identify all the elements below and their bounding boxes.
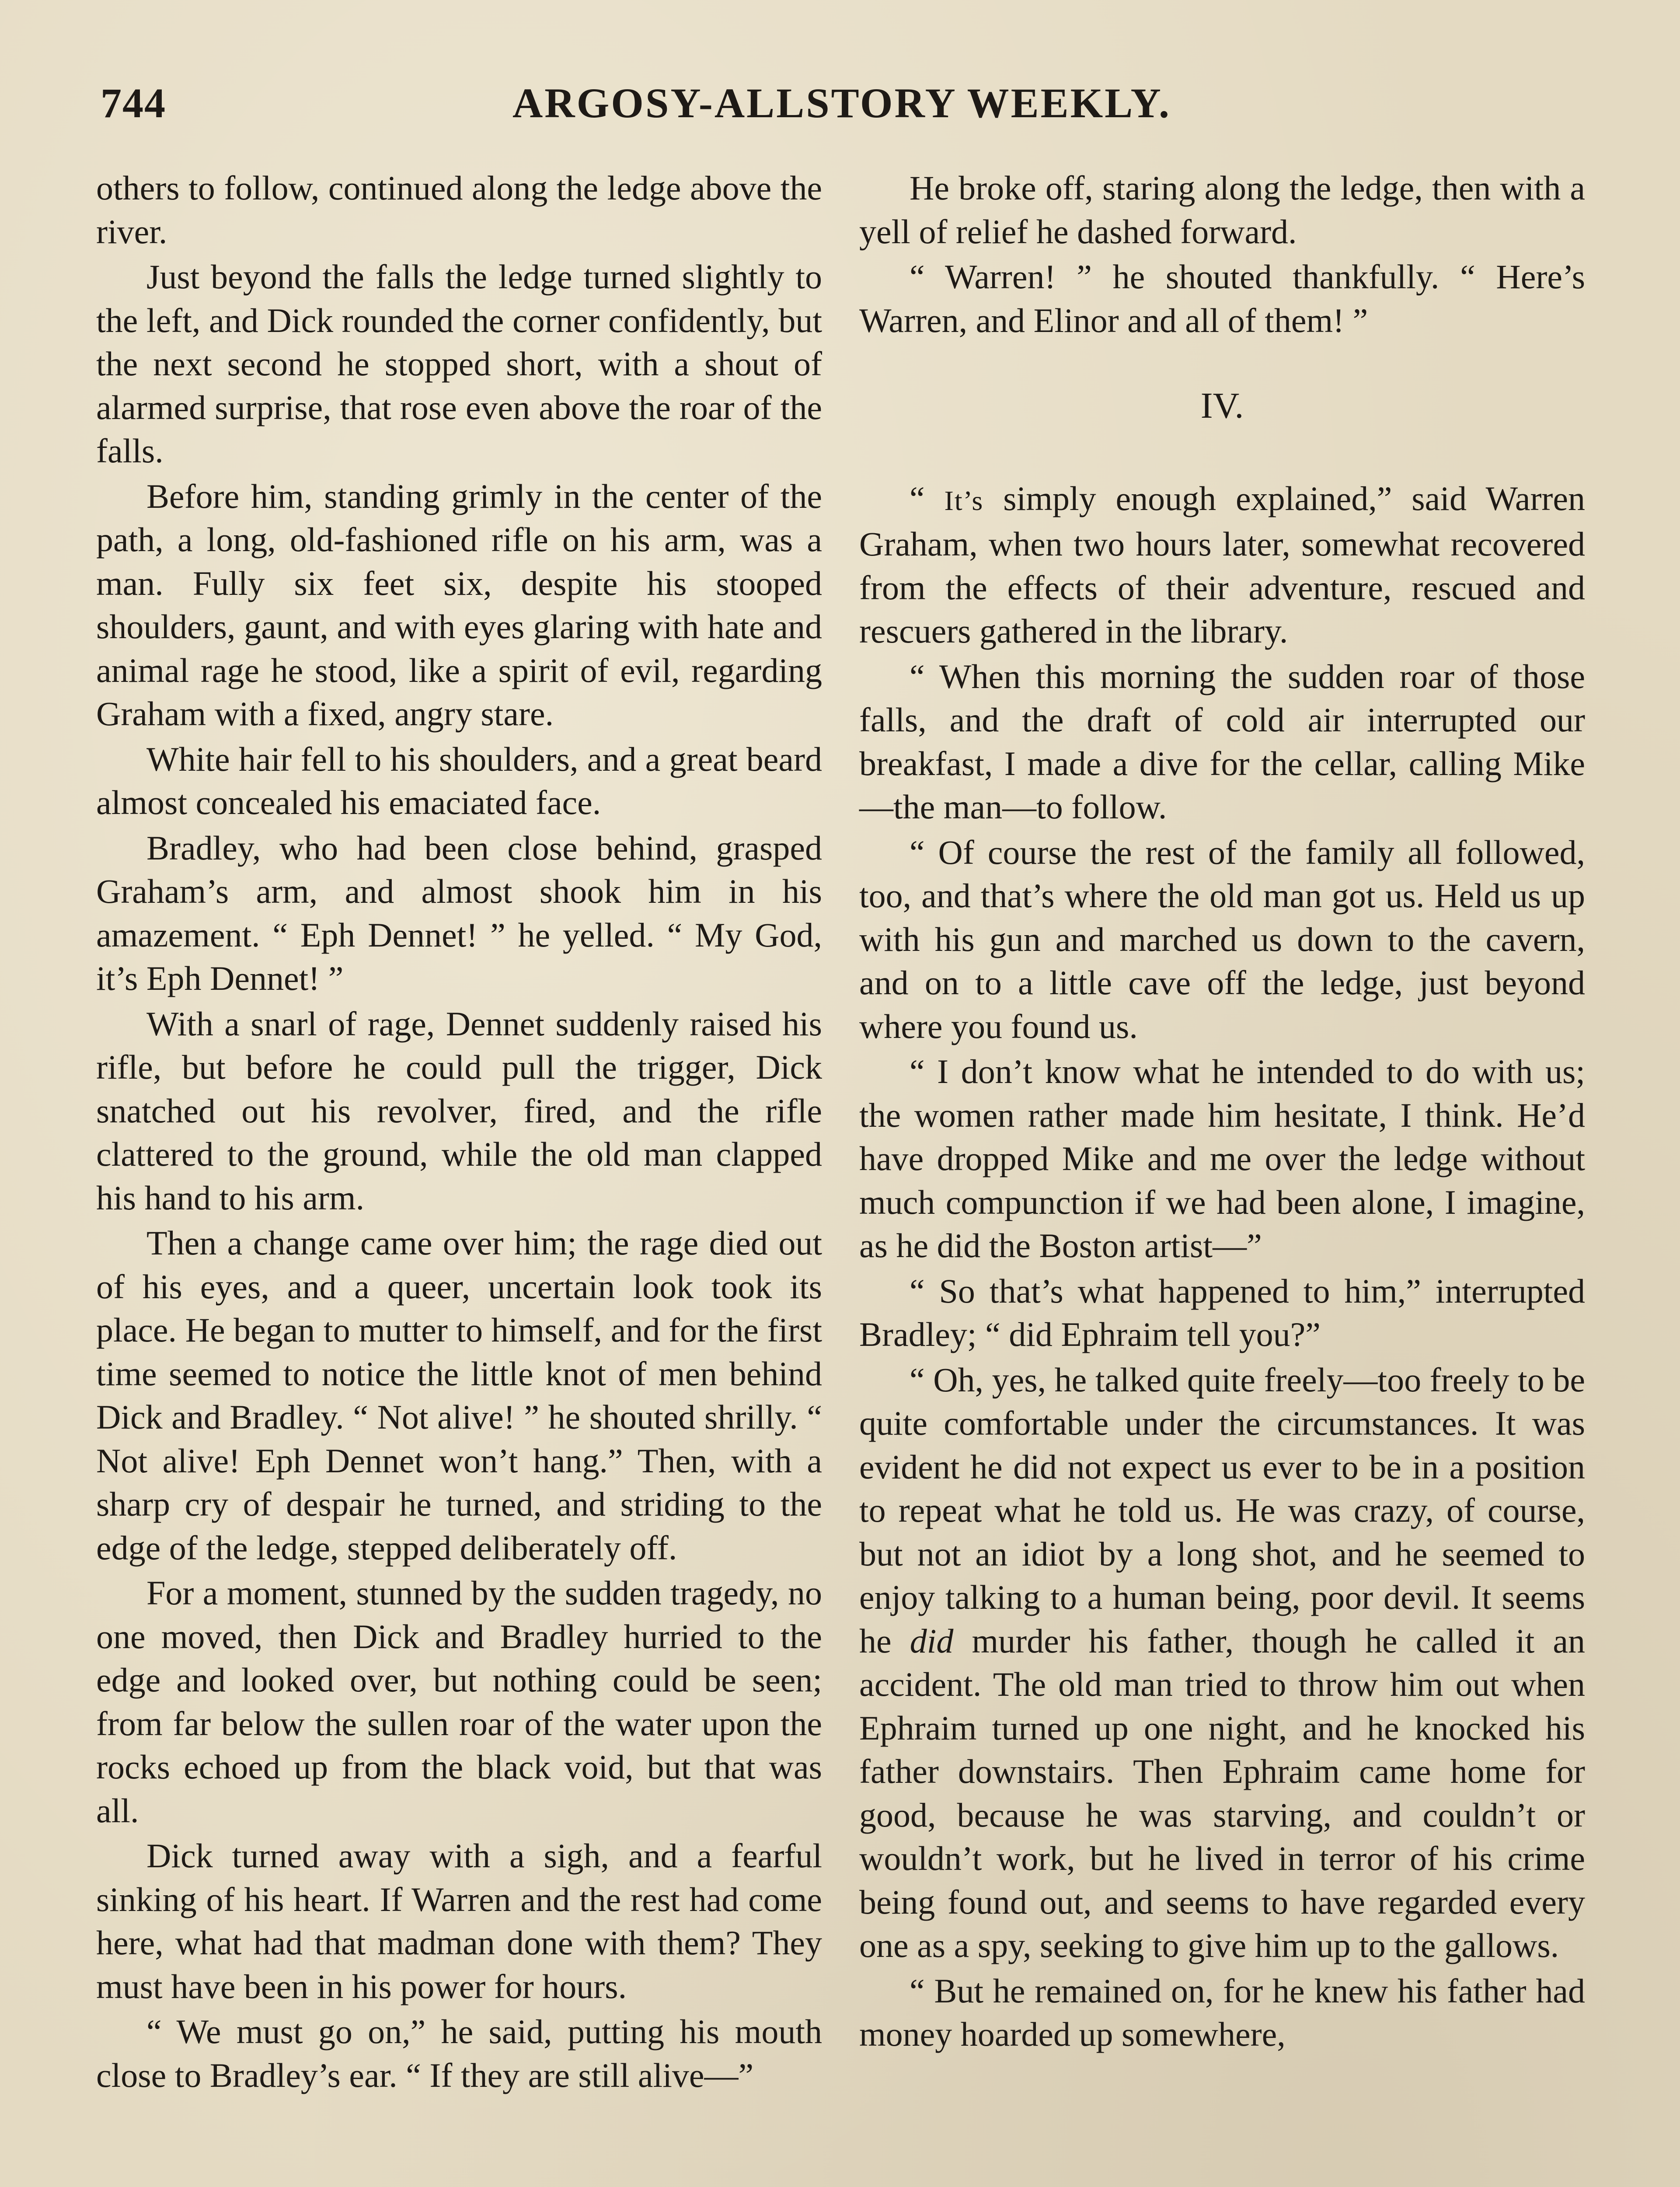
emphasized-word: did <box>910 1621 954 1660</box>
paragraph-text: murder his father, though he called it an accident. The old man tried to throw him out when Ephraim turned up one night, and he knocked his father downstairs. Then Ephraim came home for good, because he was starving, and couldn’t or wouldn’t work, but he lived in terror of his crime being found out, and seems to have regarded every one as a spy, seeking to give him up to the gallows. <box>859 1621 1585 1964</box>
paragraph: Bradley, who had been close behind, grasped Graham’s arm, and almost shook him in his amazement. “ Eph Dennet! ” he yelled. “ My God, it’s Eph Dennet! ” <box>96 828 822 997</box>
paragraph: others to follow, continued along the ledge above the river. <box>96 169 822 251</box>
page-number: 744 <box>101 80 166 126</box>
paragraph: For a moment, stunned by the sudden tragedy, no one moved, then Dick and Bradley hurried to the edge and looked over, but nothing could be seen; from far below the sullen roar of the water upon the rocks echoed up from the black void, but that was all. <box>96 1574 822 1830</box>
paragraph <box>859 1358 1585 1967</box>
left-column <box>96 166 822 2099</box>
opening-quote: “ <box>910 479 945 517</box>
right-column <box>859 166 1585 2058</box>
paragraph: “ But he remained on, for he knew his father had money hoarded up somewhere, <box>859 1971 1585 2053</box>
small-caps-opening: It’s <box>944 485 984 516</box>
paragraph <box>859 477 1585 653</box>
running-title: ARGOSY-ALLSTORY WEEKLY. <box>512 80 1171 126</box>
paragraph: “ So that’s what happened to him,” interrupted Bradley; “ did Ephraim tell you?” <box>859 1272 1585 1353</box>
paragraph: “ When this morning the sudden roar of those falls, and the draft of cold air interrupted our breakfast, I made a dive for the cellar, calling Mike—the man—to follow. <box>859 657 1585 826</box>
page-header <box>101 79 1583 140</box>
paragraph: Just beyond the falls the ledge turned slightly to the left, and Dick rounded the corner confidently, but the next second he stopped short, with a shout of alarmed surprise, that rose even above the roar of the falls. <box>96 258 822 470</box>
paragraph: With a snarl of rage, Dennet suddenly raised his rifle, but before he could pull the trigger, Dick snatched out his revolver, fired, and the rifle clattered to the ground, while the old man clapped his hand to his arm. <box>96 1004 822 1217</box>
paragraph: “ Warren! ” he shouted thankfully. “ Here’s Warren, and Elinor and all of them! ” <box>859 258 1585 339</box>
paragraph: White hair fell to his shoulders, and a great beard almost concealed his emaciated face. <box>96 740 822 821</box>
paragraph-text: simply enough explained,” said Warren Graham, when two hours later, somewhat recovered from the effects of their adventure, rescued and rescuers gathered in the library. <box>859 479 1586 650</box>
paragraph: Then a change came over him; the rage died out of his eyes, and a queer, uncertain look took its place. He began to mutter to himself, and for the first time seemed to notice the little knot of men behind Dick and Bradley. “ Not alive! ” he shouted shrilly. “ Not alive! Eph Dennet won’t hang.” Then, with a sharp cry of despair he turned, and striding to the edge of the ledge, stepped deliberately off. <box>96 1224 822 1567</box>
paragraph: Dick turned away with a sigh, and a fearful sinking of his heart. If Warren and the rest had come here, what had that madman done with them? They must have been in his power for hours. <box>96 1837 822 2005</box>
section-heading: IV. <box>1200 385 1244 426</box>
paragraph: “ We must go on,” he said, putting his mouth close to Bradley’s ear. “ If they are still alive—” <box>96 2012 822 2094</box>
paragraph: “ Of course the rest of the family all followed, too, and that’s where the old man got us. Held us up with his gun and marched us down to the cavern, and on to a little cave off the ledge, just beyond where you found us. <box>859 833 1585 1045</box>
paragraph: Before him, standing grimly in the center of the path, a long, old-fashioned rifle on his arm, was a man. Fully six feet six, despite his stooped shoulders, gaunt, and with eyes glaring with hate and animal rage he stood, like a spirit of evil, regarding Graham with a fixed, angry stare. <box>96 477 822 733</box>
paragraph-text: “ Oh, yes, he talked quite freely—too freely to be quite comfortable under the circumstances. It was evident he did not expect us ever to be in a position to repeat what he told us. He was crazy, of course, but not an idiot by a long shot, and he seemed to enjoy talking to a human being, poor devil. It seems he <box>859 1360 1585 1660</box>
paragraph: “ I don’t know what he intended to do with us; the women rather made him hesitate, I think. He’d have dropped Mike and me over the ledge without much compunction if we had been alone, I imagine, as he did the Boston artist—” <box>859 1052 1585 1265</box>
paragraph: He broke off, staring along the ledge, then with a yell of relief he dashed forward. <box>859 169 1585 251</box>
